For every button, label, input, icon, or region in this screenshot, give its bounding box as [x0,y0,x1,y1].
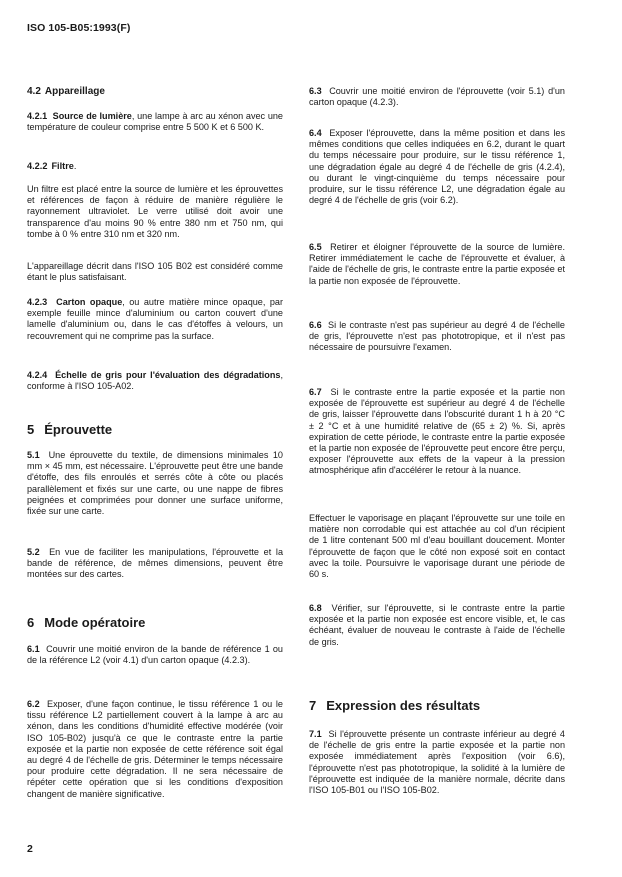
heading-5: 5 Éprouvette [27,422,113,437]
para-6-7-vaporisage: Effectuer le vaporisage en plaçant l'éprouvette sur une toile en matière non corrodable qui est attachée au col d'un récipient de 1 litre contenant 500 ml d'eau bouillant doucement. Monter l'éprouvette de façon que le côté non exposé soit en contact avec la toile. Poursuivre le vaporisage durant une période de 60 s. [309,513,565,580]
page-number: 2 [27,843,33,855]
heading-6: 6 Mode opératoire [27,615,146,630]
para-appareillage-note: L'appareillage décrit dans l'ISO 105 B02 est considéré comme étant le plus satisfaisant. [27,261,283,283]
para-7-1: 7.1 Si l'éprouvette présente un contraste inférieur au degré 4 de l'échelle de gris entre la partie exposée et la partie non exposée immédiatement après l'exposition (voir 6.6), l'éprouvette n'est pas phototropique, la solidité à la lumière de l'éprouvette est indiquée de la manière normale, décrite dans l'ISO 105-B01 ou l'ISO 105-B02. [309,729,565,796]
para-6-5: 6.5 Retirer et éloigner l'éprouvette de la source de lumière. Retirer immédiatement le cache de l'éprouvette et évaluer, à l'aide de l'échelle de gris, le contraste entre la partie exposée et la partie non exposée de l'éprouvette. [309,242,565,286]
para-4-2-1: 4.2.1 Source de lumière, une lampe à arc au xénon avec une température de couleur comprise entre 5 500 K et 6 500 K. [27,111,283,133]
heading-7: 7 Expression des résultats [309,698,481,713]
heading-4-2: 4.2 Appareillage [27,86,105,97]
para-6-4: 6.4 Exposer l'éprouvette, dans la même position et dans les mêmes conditions que celles indiquées en 6.2, durant le quart du temps nécessaire pour produire, sur le tissu référence 1, une dégradation égale au degré 4 de l'échelle de gris (4.2.4), ou durant le vingt-cinquième du temps nécessaire pour produire, sur le tissu référence L2, une dégradation égale au degré 4 de l'échelle de gris (voir 6.2). [309,128,565,206]
heading-4-2-2: 4.2.2 Filtre. [27,161,77,171]
standard-reference: ISO 105-B05:1993(F) [27,22,131,34]
para-4-2-2: Un filtre est placé entre la source de lumière et les éprouvettes et références de façon à réduire de manière régulière le rayonnement ultraviolet. Le verre utilisé doit avoir une transparence d'au moins 90 % entre 380 nm et 750 nm, qui tombe à 0 % entre 310 nm et 320 nm. [27,184,283,239]
para-6-7: 6.7 Si le contraste entre la partie exposée et la partie non exposée de l'éprouvette est supérieur au degré 4 de l'échelle de gris, laisser l'éprouvette dans l'obscurité durant 1 h à 20 °C ± 2 °C et à une humidité relative de (65 ± 2) %. Si, après expiration de cette période, le contraste entre la partie exposée et la partie non exposée de l'éprouvette peut encore être perçu, exposer l'éprouvette aux effets de la vapeur à la pression atmosphérique afin d'accélérer le retour à la nuance. [309,387,565,476]
para-6-6: 6.6 Si le contraste n'est pas supérieur au degré 4 de l'échelle de gris, l'éprouvette n'est pas phototropique, et il n'est pas nécessaire de poursuivre l'examen. [309,320,565,353]
para-6-8: 6.8 Vérifier, sur l'éprouvette, si le contraste entre la partie exposée et la partie non exposée est encore visible, et, le cas échéant, évaluer de nouveau le contraste à l'aide de l'échelle de gris. [309,603,565,647]
para-6-3: 6.3 Couvrir une moitié environ de l'éprouvette (voir 5.1) d'un carton opaque (4.2.3). [309,86,565,108]
para-6-1: 6.1 Couvrir une moitié environ de la bande de référence 1 ou de la référence L2 (voir 4.1) d'un carton opaque (4.2.3). [27,644,283,666]
para-4-2-4: 4.2.4 Échelle de gris pour l'évaluation des dégradations, conforme à l'ISO 105-A02. [27,370,283,392]
para-6-2: 6.2 Exposer, d'une façon continue, le tissu référence 1 ou le tissu référence L2 partiellement couvert à la lampe à arc au xénon, dans les conditions d'humidité effective modérée (voir ISO 105-B02) jusqu'à ce que le contraste entre la partie exposée et la partie non exposée de cette référence soit égal au degré 4 de l'échelle de gris. Déterminer le temps nécessaire pour produire cette dégradation. Il ne sera nécessaire de répéter cette opération que si les conditions d'exposition changent de manière significative. [27,699,283,799]
para-5-2: 5.2 En vue de faciliter les manipulations, l'éprouvette et la bande de référence, de mêmes dimensions, peuvent être montées sur des cartes. [27,547,283,580]
para-5-1: 5.1 Une éprouvette du textile, de dimensions minimales 10 mm × 45 mm, est nécessaire. L'éprouvette peut être une bande d'étoffe, des fils enroulés et serrés côte à côte ou placés parallèlement et fixés sur une carte, ou une nappe de fibres peignées et comprimées pour donner une surface uniforme, fixée sur une carte. [27,450,283,517]
para-4-2-3: 4.2.3 Carton opaque, ou autre matière mince opaque, par exemple feuille mince d'aluminium ou carton couvert d'une lamelle d'aluminium ou, dans le cas d'étoffes à velours, un recouvrement qui ne comprime pas la surface. [27,297,283,341]
